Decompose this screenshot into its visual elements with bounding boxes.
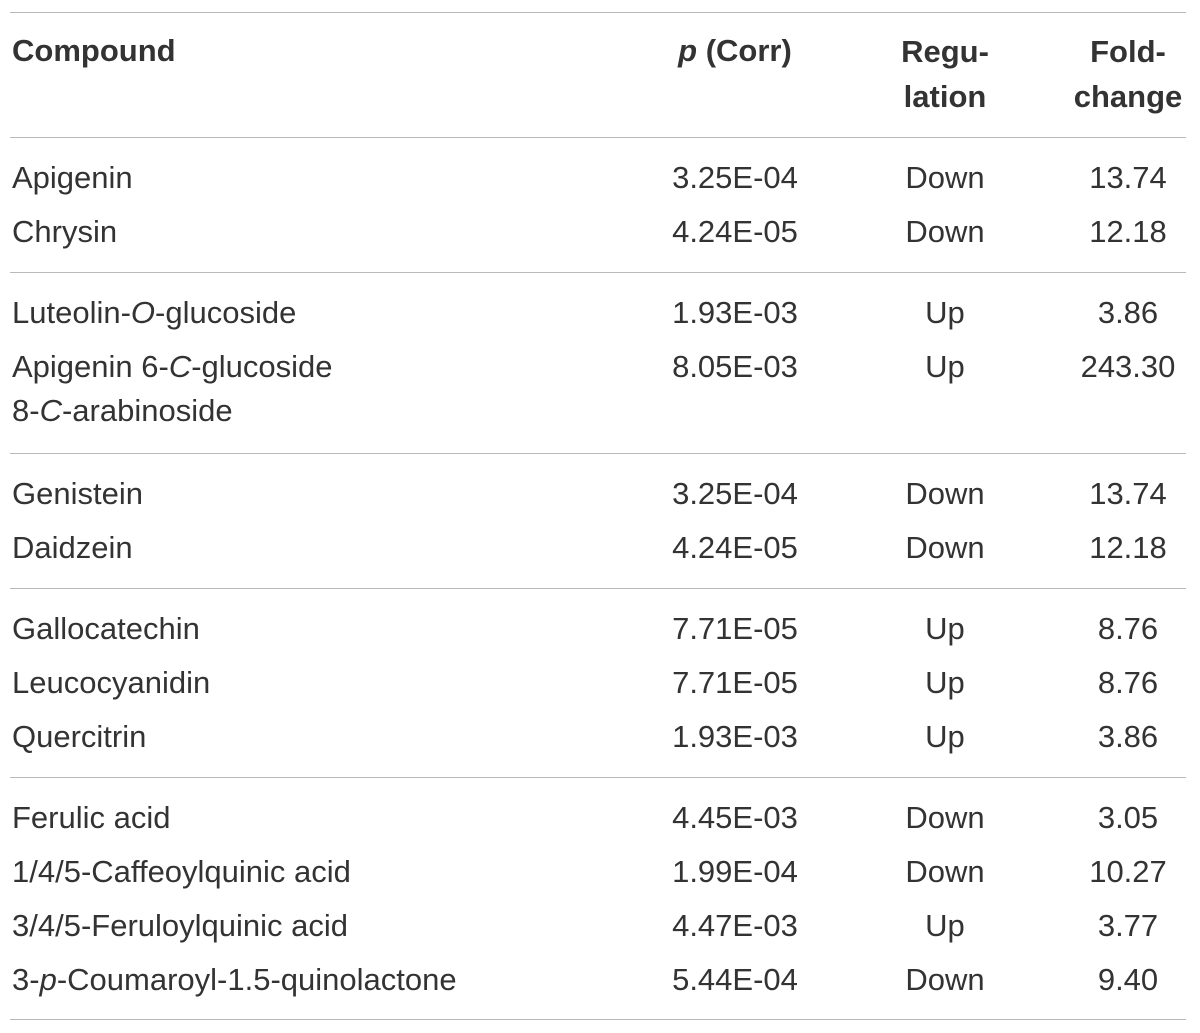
p-corr-value: 4.45E-03 [672, 800, 798, 835]
compound-italic-fragment: O [130, 295, 156, 330]
fold-change-value: 3.86 [1097, 295, 1159, 330]
compound-text-fragment: -arabinoside [61, 393, 233, 428]
regulation-value: Up [925, 349, 965, 384]
fold-change-value: 8.76 [1097, 611, 1159, 646]
compound-text-fragment: Daidzein [12, 530, 133, 565]
p-corr-value: 1.93E-03 [672, 295, 798, 330]
header-fold-change [1064, 29, 1192, 119]
compound-name [12, 661, 210, 705]
compound-text-fragment: Apigenin 6- [12, 349, 169, 384]
header-fold-line1: Fold- [1090, 34, 1166, 69]
compound-name [12, 958, 457, 1002]
header-p-italic: p [678, 33, 698, 68]
compound-name [12, 850, 351, 894]
compound-text-fragment: 3- [12, 962, 40, 997]
p-corr-value: 7.71E-05 [672, 665, 798, 700]
regulation-value: Down [905, 962, 985, 997]
compound-text-fragment: Chrysin [12, 214, 118, 249]
fold-change-value: 3.05 [1097, 800, 1159, 835]
p-corr-value: 1.99E-04 [672, 854, 798, 889]
compound-italic-fragment: p [39, 962, 57, 997]
header-compound: Compound [12, 33, 176, 68]
compound-text-fragment: -glucoside [191, 349, 333, 384]
header-regulation-line2: lation [903, 79, 987, 114]
fold-change-value: 10.27 [1089, 854, 1167, 889]
compound-text-fragment: -glucoside [155, 295, 297, 330]
p-corr-value: 7.71E-05 [672, 611, 798, 646]
group-rule [10, 777, 1186, 778]
fold-change-value: 13.74 [1089, 476, 1167, 511]
fold-change-value: 13.74 [1089, 160, 1167, 195]
regulation-value: Down [905, 476, 985, 511]
regulation-value: Up [925, 665, 965, 700]
compound-name [12, 472, 143, 516]
regulation-value: Up [925, 719, 965, 754]
p-corr-value: 4.24E-05 [672, 530, 798, 565]
header-p-rest: (Corr) [697, 33, 792, 68]
compound-name [12, 715, 146, 759]
fold-change-value: 12.18 [1089, 214, 1167, 249]
regulation-value: Up [925, 908, 965, 943]
compound-name [12, 796, 171, 840]
compound-text-fragment: Gallocatechin [12, 611, 200, 646]
regulation-value: Down [905, 530, 985, 565]
group-rule [10, 588, 1186, 589]
compound-text-fragment: Ferulic acid [12, 800, 171, 835]
compound-text-fragment: 3/4/5-Feruloylquinic acid [12, 908, 349, 943]
group-rule [10, 453, 1186, 454]
compound-name [12, 607, 200, 651]
regulation-value: Up [925, 295, 965, 330]
compound-name [12, 526, 133, 570]
p-corr-value: 1.93E-03 [672, 719, 798, 754]
compound-name [12, 210, 117, 254]
compound-italic-fragment: C [168, 349, 192, 384]
bottom-rule [10, 1019, 1186, 1020]
regulation-value: Down [905, 854, 985, 889]
compound-name [12, 904, 348, 948]
top-rule [10, 12, 1186, 13]
group-rule [10, 272, 1186, 273]
compound-text-fragment: Quercitrin [12, 719, 147, 754]
fold-change-value: 3.77 [1097, 908, 1159, 943]
p-corr-value: 3.25E-04 [672, 160, 798, 195]
regulation-value: Up [925, 611, 965, 646]
fold-change-value: 8.76 [1097, 665, 1159, 700]
compound-text-fragment: Luteolin- [12, 295, 131, 330]
compound-text-fragment: 8- [12, 393, 40, 428]
compound-text-fragment: Apigenin [12, 160, 133, 195]
compound-text-fragment: 1/4/5-Caffeoylquinic acid [12, 854, 351, 889]
regulation-value: Down [905, 214, 985, 249]
header-p-corr [650, 29, 820, 73]
header-regulation [885, 29, 1005, 119]
compound-name [12, 156, 133, 200]
fold-change-value: 243.30 [1080, 349, 1176, 384]
p-corr-value: 4.47E-03 [672, 908, 798, 943]
compound-name [12, 345, 333, 433]
p-corr-value: 8.05E-03 [672, 349, 798, 384]
fold-change-value: 9.40 [1097, 962, 1159, 997]
compound-italic-fragment: C [39, 393, 62, 428]
p-corr-value: 4.24E-05 [672, 214, 798, 249]
regulation-value: Down [905, 160, 985, 195]
compound-text-fragment: -Coumaroyl-1.5-quinolactone [56, 962, 457, 997]
header-regulation-line1: Regu- [901, 34, 989, 69]
p-corr-value: 3.25E-04 [672, 476, 798, 511]
regulation-value: Down [905, 800, 985, 835]
header-fold-line2: change [1073, 79, 1183, 114]
header-rule [10, 137, 1186, 138]
compound-text-fragment: Leucocyanidin [12, 665, 211, 700]
fold-change-value: 12.18 [1089, 530, 1167, 565]
fold-change-value: 3.86 [1097, 719, 1159, 754]
p-corr-value: 5.44E-04 [672, 962, 798, 997]
compound-text-fragment: Genistein [12, 476, 143, 511]
compound-name [12, 291, 296, 335]
